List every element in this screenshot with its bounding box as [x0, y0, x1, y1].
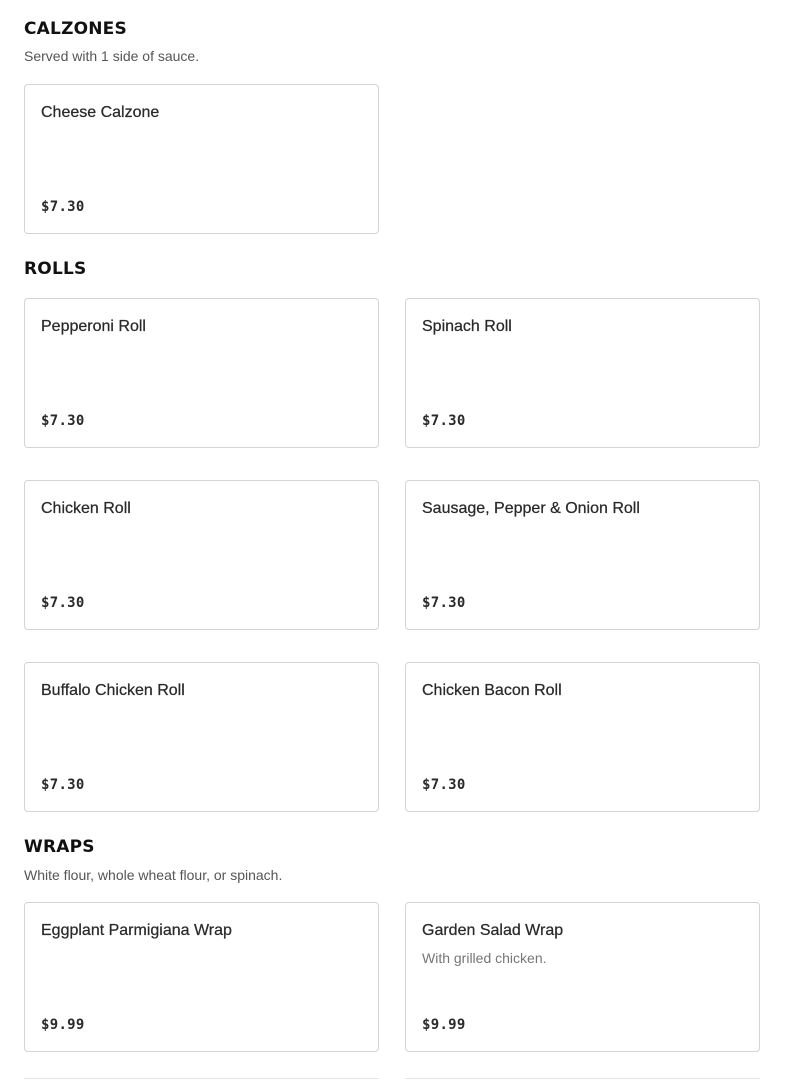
menu-item-card-partial: [24, 1078, 379, 1089]
menu-item-price: $9.99: [422, 1017, 466, 1033]
menu-item-price: $7.30: [41, 199, 85, 215]
menu-item-card-eggplant-parmigiana-wrap[interactable]: [24, 902, 379, 1052]
section-title-rolls: ROLLS: [24, 259, 87, 279]
menu-item-name: Sausage, Pepper & Onion Roll: [422, 500, 640, 517]
menu-item-description: With grilled chicken.: [422, 950, 547, 966]
section-title-wraps: WRAPS: [24, 837, 95, 857]
menu-item-card-sausage-pepper-onion-roll[interactable]: [405, 480, 760, 630]
menu-item-name: Pepperoni Roll: [41, 318, 146, 335]
menu-item-name: Cheese Calzone: [41, 104, 160, 121]
section-title-calzones: CALZONES: [24, 19, 127, 39]
menu-item-name: Chicken Bacon Roll: [422, 682, 562, 699]
menu-item-card-pepperoni-roll[interactable]: [24, 298, 379, 448]
menu-item-price: $7.30: [422, 595, 466, 611]
section-calzones: [24, 19, 761, 65]
menu-item-price: $9.99: [41, 1017, 85, 1033]
menu-item-card-chicken-bacon-roll[interactable]: [405, 662, 760, 812]
menu-item-price: $7.30: [422, 413, 466, 429]
menu-item-card-spinach-roll[interactable]: [405, 298, 760, 448]
section-wraps: [24, 837, 761, 884]
menu-item-price: $7.30: [41, 777, 85, 793]
menu-item-price: $7.30: [41, 413, 85, 429]
menu-item-name: Spinach Roll: [422, 318, 512, 335]
menu-item-card-garden-salad-wrap[interactable]: [405, 902, 760, 1052]
menu-item-card-chicken-roll[interactable]: [24, 480, 379, 630]
section-description-calzones: Served with 1 side of sauce.: [24, 48, 200, 64]
menu-item-card-partial: [405, 1078, 760, 1089]
menu-item-card-cheese-calzone[interactable]: [24, 84, 379, 234]
section-description-wraps: White flour, whole wheat flour, or spinach.: [24, 867, 283, 883]
menu-item-name: Buffalo Chicken Roll: [41, 682, 185, 699]
menu-item-price: $7.30: [41, 595, 85, 611]
menu-item-name: Eggplant Parmigiana Wrap: [41, 922, 232, 939]
section-rolls: [24, 259, 761, 279]
menu-item-name: Chicken Roll: [41, 500, 131, 517]
menu-item-price: $7.30: [422, 777, 466, 793]
menu-item-name: Garden Salad Wrap: [422, 922, 564, 939]
menu-item-card-buffalo-chicken-roll[interactable]: [24, 662, 379, 812]
